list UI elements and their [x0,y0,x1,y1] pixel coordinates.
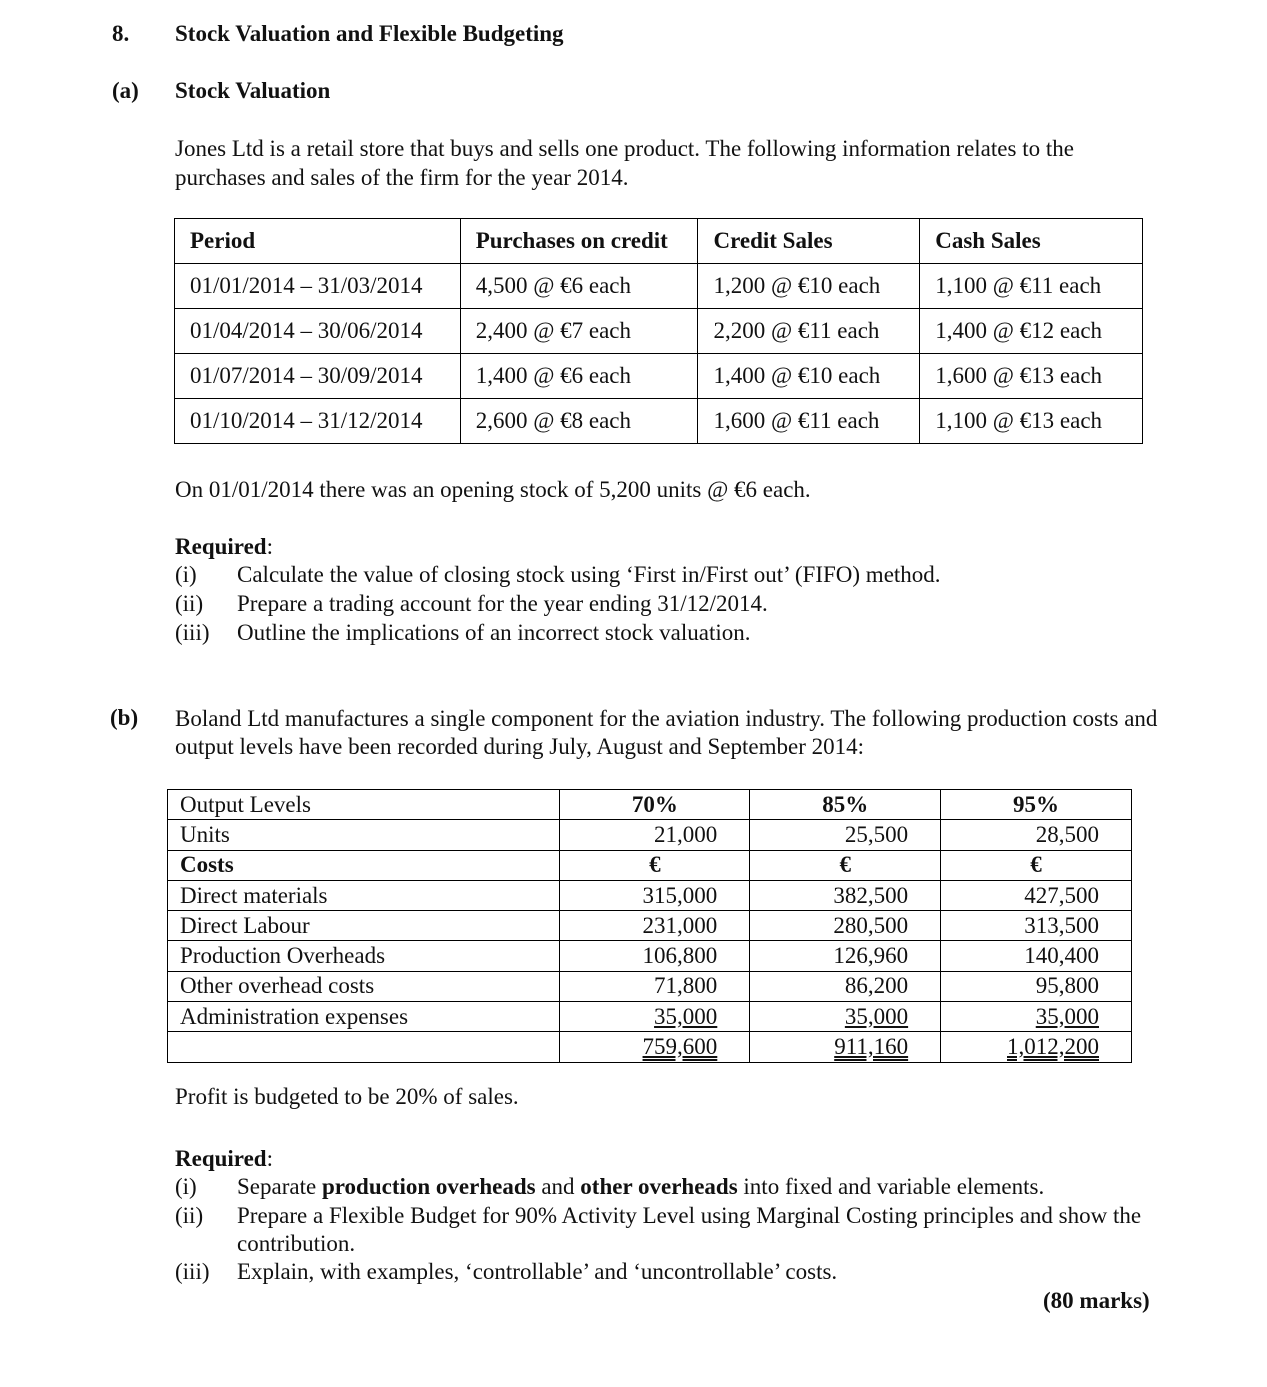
purchases-cell: 2,400 @ €7 each [460,309,698,354]
req-text-part: into fixed and variable elements. [737,1174,1045,1199]
value-cell: 427,500 [941,880,1132,910]
table-row [168,880,1132,910]
level-85-header: 85% [750,790,941,820]
level-70-header: 70% [560,790,750,820]
part-a-heading: Stock Valuation [175,78,331,103]
cash-sales-cell: 1,600 @ €13 each [920,354,1143,399]
requirement-text: Explain, with examples, ‘controllable’ and ‘uncontrollable’ costs. [237,1259,838,1284]
required-label: Required [175,534,267,559]
value-cell: 382,500 [750,880,941,910]
part-a-intro [175,134,1074,192]
value-cell: 35,000 [654,1003,718,1029]
value-cell: 25,500 [750,820,941,850]
purchases-cell: 2,600 @ €8 each [460,399,698,444]
row-label: Direct Labour [168,911,560,941]
table-header-row [175,219,1143,264]
cash-sales-cell: 1,400 @ €12 each [920,309,1143,354]
currency-cell: € [941,850,1132,880]
table-row [168,820,1132,850]
period-cell: 01/01/2014 – 31/03/2014 [175,264,461,309]
period-cell: 01/04/2014 – 30/06/2014 [175,309,461,354]
requirement-number: (ii) [175,591,204,616]
part-b-label: (b) [110,705,139,730]
purchases-sales-table [174,218,1143,444]
req-text-part: and [535,1174,581,1199]
requirement-text: Outline the implications of an incorrect stock valuation. [237,620,751,645]
requirement-text: Prepare a Flexible Budget for 90% Activity Level using Marginal Costing principles and show the [237,1203,1142,1228]
part-a-required-heading [175,534,273,560]
requirement-number: (iii) [175,1259,210,1284]
question-title: Stock Valuation and Flexible Budgeting [175,21,564,46]
marks-total: (80 marks) [1043,1288,1150,1313]
requirement-text: Calculate the value of closing stock using ‘First in/First out’ (FIFO) method. [237,562,941,587]
value-cell: 21,000 [560,820,750,850]
value-cell: 86,200 [750,971,941,1001]
value-cell: 35,000 [1035,1003,1099,1029]
required-colon: : [266,1146,273,1171]
required-colon: : [266,534,273,559]
period-cell: 01/07/2014 – 30/09/2014 [175,354,461,399]
currency-cell: € [750,850,941,880]
total-cell: 911,160 [834,1034,909,1060]
header-cash-sales: Cash Sales [920,219,1143,264]
credit-sales-cell: 1,400 @ €10 each [698,354,920,399]
value-cell: 280,500 [750,911,941,941]
production-costs-table [167,789,1132,1063]
profit-note: Profit is budgeted to be 20% of sales. [175,1084,519,1109]
header-credit-sales: Credit Sales [698,219,920,264]
requirement-text: contribution. [237,1231,356,1256]
requirement-number: (ii) [175,1203,204,1228]
part-b-required-heading [175,1146,273,1172]
value-cell: 28,500 [941,820,1132,850]
requirement-text [237,1174,1044,1200]
period-cell: 01/10/2014 – 31/12/2014 [175,399,461,444]
header-purchases: Purchases on credit [460,219,698,264]
required-label: Required [175,1146,267,1171]
table-row [175,354,1143,399]
credit-sales-cell: 1,200 @ €10 each [698,264,920,309]
part-a-intro-line1: Jones Ltd is a retail store that buys and sells one product. The following information relates to the [175,136,1074,161]
row-label: Units [168,820,560,850]
purchases-cell: 1,400 @ €6 each [460,354,698,399]
row-label: Costs [168,850,560,880]
req-bold-term: other overheads [580,1174,738,1199]
part-b-intro-line1: Boland Ltd manufactures a single component for the aviation industry. The following production costs and [175,706,1158,731]
value-cell: 140,400 [941,941,1132,971]
value-cell: 95,800 [941,971,1132,1001]
opening-stock-note: On 01/01/2014 there was an opening stock of 5,200 units @ €6 each. [175,477,811,502]
table-row [175,264,1143,309]
row-label: Direct materials [168,880,560,910]
table-row [168,1002,1132,1032]
value-cell: 71,800 [560,971,750,1001]
credit-sales-cell: 1,600 @ €11 each [698,399,920,444]
table-row [168,911,1132,941]
value-cell: 126,960 [750,941,941,971]
value-cell: 315,000 [560,880,750,910]
value-cell: 231,000 [560,911,750,941]
requirement-text: Prepare a trading account for the year ending 31/12/2014. [237,591,768,616]
value-cell: 106,800 [560,941,750,971]
total-cell: 1,012,200 [1007,1034,1099,1060]
requirement-number: (i) [175,1174,197,1199]
part-a-intro-line2: purchases and sales of the firm for the year 2014. [175,165,629,190]
cash-sales-cell: 1,100 @ €13 each [920,399,1143,444]
table-row [168,971,1132,1001]
req-bold-term: production overheads [321,1174,536,1199]
value-cell: 313,500 [941,911,1132,941]
req-text-part: Separate [237,1174,322,1199]
requirement-number: (iii) [175,620,210,645]
cash-sales-cell: 1,100 @ €11 each [920,264,1143,309]
total-cell: 759,600 [642,1034,718,1060]
requirement-number: (i) [175,562,197,587]
part-b-intro-line2: output levels have been recorded during July, August and September 2014: [175,734,864,759]
row-label: Other overhead costs [168,971,560,1001]
part-a-label: (a) [112,78,139,103]
currency-cell: € [560,850,750,880]
table-row [168,790,1132,820]
table-row [168,941,1132,971]
row-label: Output Levels [168,790,560,820]
table-row [168,850,1132,880]
header-period: Period [175,219,461,264]
question-number: 8. [112,21,130,46]
part-b-intro [175,705,1157,761]
row-label [168,1032,560,1062]
purchases-cell: 4,500 @ €6 each [460,264,698,309]
value-cell: 35,000 [844,1003,909,1029]
total-row [168,1032,1132,1062]
table-row [175,399,1143,444]
credit-sales-cell: 2,200 @ €11 each [698,309,920,354]
row-label: Administration expenses [168,1002,560,1032]
table-row [175,309,1143,354]
row-label: Production Overheads [168,941,560,971]
level-95-header: 95% [941,790,1132,820]
